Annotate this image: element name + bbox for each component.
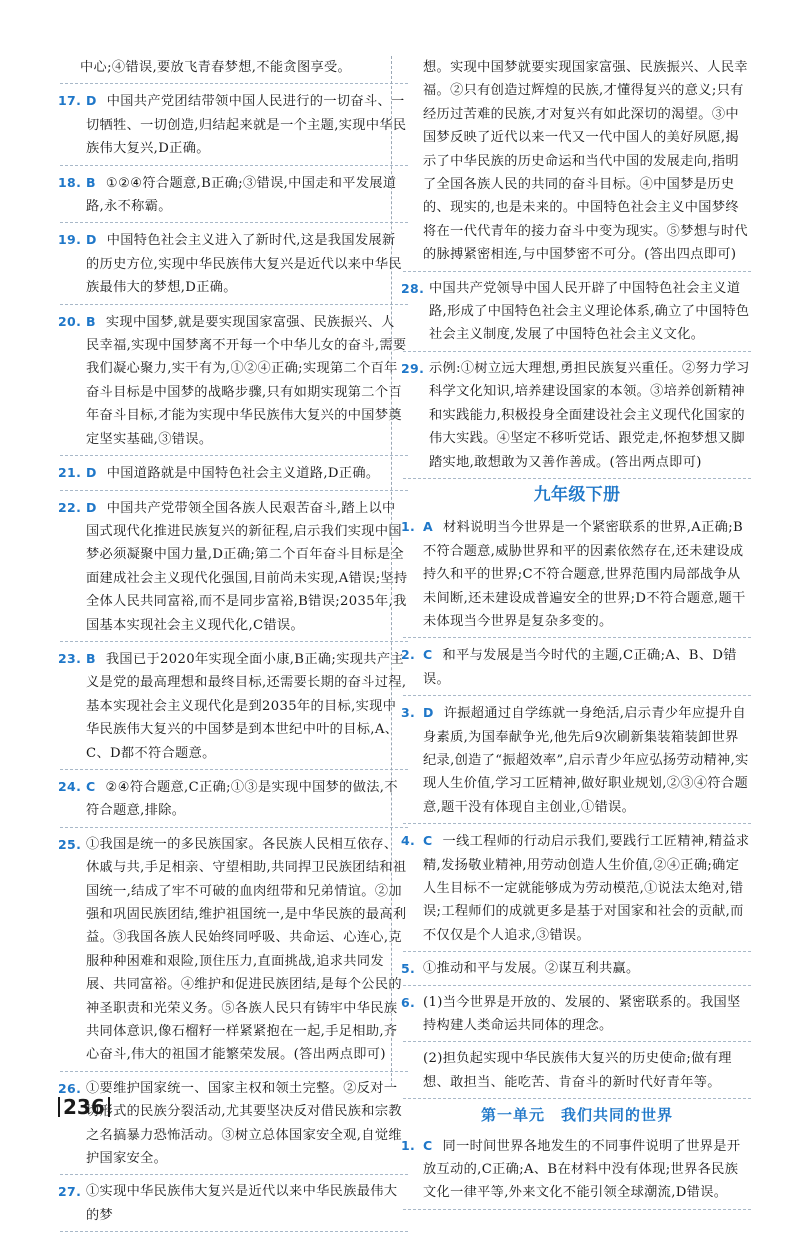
answer-entry (60, 461, 408, 490)
answer-text: 许振超通过自学练就一身绝活,启示青少年应提升自身素质,为国奉献争光,他先后9次刷新集装箱装卸世界纪录,创造了“振超效率”,启示青少年应弘扬劳动精神,实现人生价值,学习工匠精神,做好职业规划,②③④符合题意,题干没有体现自主创业,①错误。 (423, 706, 749, 815)
answer-text: 我国已于2020年实现全面小康,B正确;实现共产主义是党的最高理想和最终目标,还需要长期的奋斗过程,基本实现社会主义现代化是到2035年的目标,实现中华民族伟大复兴的中国梦是到本世纪中叶的目标,A、C、D都不符合题意。 (86, 651, 407, 761)
answer-text: 中国共产党团结带领中国人民进行的一切奋斗、一切牺牲、一切创造,归结起来就是一个主题,实现中华民族伟大复兴,D正确。 (86, 94, 407, 157)
left-answer-list (60, 89, 408, 1232)
answer-text: 同一时间世界各地发生的不同事件说明了世界是开放互动的,C正确;A、B在材料中没有体现;世界各民族文化一律平等,外来文化不能引领全球潮流,D错误。 (423, 1138, 741, 1201)
question-number: 18. (58, 174, 82, 190)
answer-entry (403, 1047, 751, 1099)
question-number: 3. (401, 705, 416, 721)
right-answer-list (403, 277, 751, 479)
answer-entry (403, 515, 751, 638)
question-number: 22. (58, 499, 82, 515)
answer-entry (403, 277, 751, 352)
answer-entry (60, 310, 408, 456)
answer-choice: D (86, 93, 97, 109)
unit-title: 第一单元 我们共同的世界 (480, 1106, 673, 1125)
answer-choice: C (423, 647, 433, 663)
answer-choice: B (86, 313, 96, 329)
answer-entry (60, 171, 408, 224)
question-number: 1. (401, 1137, 416, 1153)
question-number: 5. (401, 961, 416, 977)
answer-entry (403, 357, 751, 479)
answer-entry (60, 1180, 408, 1232)
answer-text: ①要维护国家统一、国家主权和领土完整。②反对一切形式的民族分裂活动,尤其要坚决反对借民族和宗教之名搞暴力恐怖活动。③树立总体国家安全观,自觉维护国家安全。 (86, 1080, 402, 1167)
answer-choice: B (86, 650, 96, 666)
answer-text: ①实现中华民族伟大复兴是近代以来中华民族最伟大的梦 (86, 1184, 398, 1223)
answer-entry (403, 701, 751, 824)
answer-choice: C (423, 1137, 433, 1153)
question-number: 24. (58, 778, 82, 794)
answer-text: 想。实现中国梦就要实现国家富强、民族振兴、人民幸福。②只有创造过辉煌的民族,才懂得复兴的意义;只有经历过苦难的民族,才对复兴有如此深切的渴望。③中国梦反映了近代以来一代又一代中国人的美好夙愿,揭示了中华民族的历史命运和当代中国的发展走向,指明了全国各族人民的共同的奋斗目标。④中国梦是历史的、现实的,也是未来的。中国特色社会主义中国梦终将在一代代青年的接力奋斗中变为现实。⑤梦想与时代的脉搏紧密相连,与中国梦密不可分。(答出四点即可) (423, 60, 748, 263)
answer-choice: C (86, 778, 96, 794)
answer-choice: D (86, 465, 97, 481)
answer-text: ①我国是统一的多民族国家。各民族人民相互依存、休戚与共,手足相亲、守望相助,共同捍卫民族团结和祖国统一,结成了牢不可破的血肉纽带和兄弟情谊。②加强和巩固民族团结,维护祖国统一,是中华民族的最高利益。③我国各族人民始终同呼吸、共命运、心连心,克服种种困难和艰险,顶住压力,直面挑战,追求共同发展、共同富裕。④维护和促进民族团结,是每个公民的神圣职责和光荣义务。⑤各族人民只有铸牢中华民族共同体意识,像石榴籽一样紧紧抱在一起,手足相助,齐心奋斗,伟大的祖国才能繁荣发展。(答出两点即可) (86, 836, 407, 1063)
answer-text: 实现中国梦,就是要实现国家富强、民族振兴、人民幸福,实现中国梦离不开每一个中华儿女的奋斗,需要我们凝心聚力,实干有为,①②④正确;实现第二个百年奋斗目标是中国梦的战略步骤,只有如期实现第二个百年奋斗目标,才能为实现中华民族伟大复兴的中国梦奠定坚实基础,③错误。 (86, 314, 407, 447)
answer-entry (60, 775, 408, 828)
question-number: 26. (58, 1080, 82, 1096)
question-number: 28. (401, 280, 425, 296)
question-number: 1. (401, 519, 416, 535)
right-column (403, 56, 751, 1215)
answer-text: (2)担负起实现中华民族伟大复兴的历史使命;做有理想、敢担当、能吃苦、肯奋斗的新时代好青年等。 (423, 1051, 732, 1090)
answer-text: 一线工程师的行动启示我们,要践行工匠精神,精益求精,发扬敬业精神,用劳动创造人生价值,②④正确;确定人生目标不一定就能够成为劳动模范,①说法太绝对,错误;工程师们的成就更多是基于对国家和社会的贡献,而不仅仅是个人追求,③错误。 (423, 834, 750, 943)
right-answer-list-3 (403, 1134, 751, 1210)
answer-text: (1)当今世界是开放的、发展的、紧密联系的。我国坚持构建人类命运共同体的理念。 (423, 994, 741, 1034)
question-number: 4. (401, 833, 416, 849)
answer-text: 中国共产党领导中国人民开辟了中国特色社会主义道路,形成了中国特色社会主义理论体系,确立了中国特色社会主义制度,发展了中国特色社会主义文化。 (429, 280, 750, 343)
answer-continuation (403, 56, 751, 272)
answer-choice: C (423, 833, 433, 849)
answer-choice: D (86, 232, 97, 248)
answer-text: 示例:①树立远大理想,勇担民族复兴重任。②努力学习科学文化知识,培养建设国家的本领。③培养创新精神和实践能力,积极投身全面建设社会主义现代化国家的伟大实践。④坚定不移听党话、跟党走,怀抱梦想又脚踏实地,敢想敢为又善作善成。(答出两点即可) (429, 360, 750, 470)
question-number: 25. (58, 836, 82, 852)
answer-text: 中国道路就是中国特色社会主义道路,D正确。 (106, 466, 380, 482)
answer-entry (403, 643, 751, 696)
question-number: 29. (401, 360, 425, 376)
answer-choice: D (423, 705, 434, 721)
answer-entry (60, 833, 408, 1072)
answer-choice: D (86, 499, 97, 515)
answer-text: 材料说明当今世界是一个紧密联系的世界,A正确;B不符合题意,威胁世界和平的因素依然存在,还未建设成持久和平的世界;C不符合题意,世界范围内局部战争从未间断,还未建设成普遍安全的世界;D不符合题意,题干未体现当今世界是复杂多变的。 (423, 520, 746, 629)
answer-continuation (60, 56, 408, 84)
question-number: 23. (58, 650, 82, 666)
answer-entry (60, 496, 408, 642)
question-number: 2. (401, 647, 416, 663)
question-number: 6. (401, 994, 416, 1010)
section-title: 九年级下册 (533, 484, 621, 505)
answer-entry (403, 957, 751, 985)
answer-entry (60, 1077, 408, 1176)
answer-text: 中国特色社会主义进入了新时代,这是我国发展新的历史方位,实现中华民族伟大复兴是近代以来中华民族最伟大的梦想,D正确。 (86, 233, 402, 296)
answer-entry (403, 829, 751, 952)
question-number: 27. (58, 1184, 82, 1200)
answer-text: 和平与发展是当今时代的主题,C正确;A、B、D错误。 (423, 648, 737, 687)
question-number: 20. (58, 313, 82, 329)
right-answer-list-2 (403, 515, 751, 1099)
question-number: 17. (58, 93, 82, 109)
answer-text: ①推动和平与发展。②谋互利共赢。 (423, 961, 640, 977)
answer-entry (60, 647, 408, 770)
answer-choice: A (423, 519, 434, 535)
answer-entry (60, 228, 408, 304)
question-number: 19. (58, 232, 82, 248)
answer-entry (403, 991, 751, 1043)
answer-entry (60, 89, 408, 165)
column-divider (391, 56, 392, 1086)
question-number: 21. (58, 465, 82, 481)
page-number: 236 (58, 1097, 110, 1117)
left-column (60, 56, 408, 1237)
answer-text: ①②④符合题意,B正确;③错误,中国走和平发展道路,永不称霸。 (86, 175, 397, 215)
answer-text: 中心;④错误,要放飞青春梦想,不能贪图享受。 (80, 60, 352, 75)
answer-choice: B (86, 174, 96, 190)
answer-entry (403, 1134, 751, 1210)
answer-text: 中国共产党带领全国各族人民艰苦奋斗,踏上以中国式现代化推进民族复兴的新征程,启示我们实现中国梦必须凝聚中国力量,D正确;第二个百年奋斗目标是全面建成社会主义现代化强国,目前尚未实现,A错误;坚持全体人民共同富裕,而不是同步富裕,B错误;2035年,我国基本实现社会主义现代化,C错误。 (86, 500, 408, 633)
answer-text: ②④符合题意,C正确;①③是实现中国梦的做法,不符合题意,排除。 (86, 779, 398, 819)
